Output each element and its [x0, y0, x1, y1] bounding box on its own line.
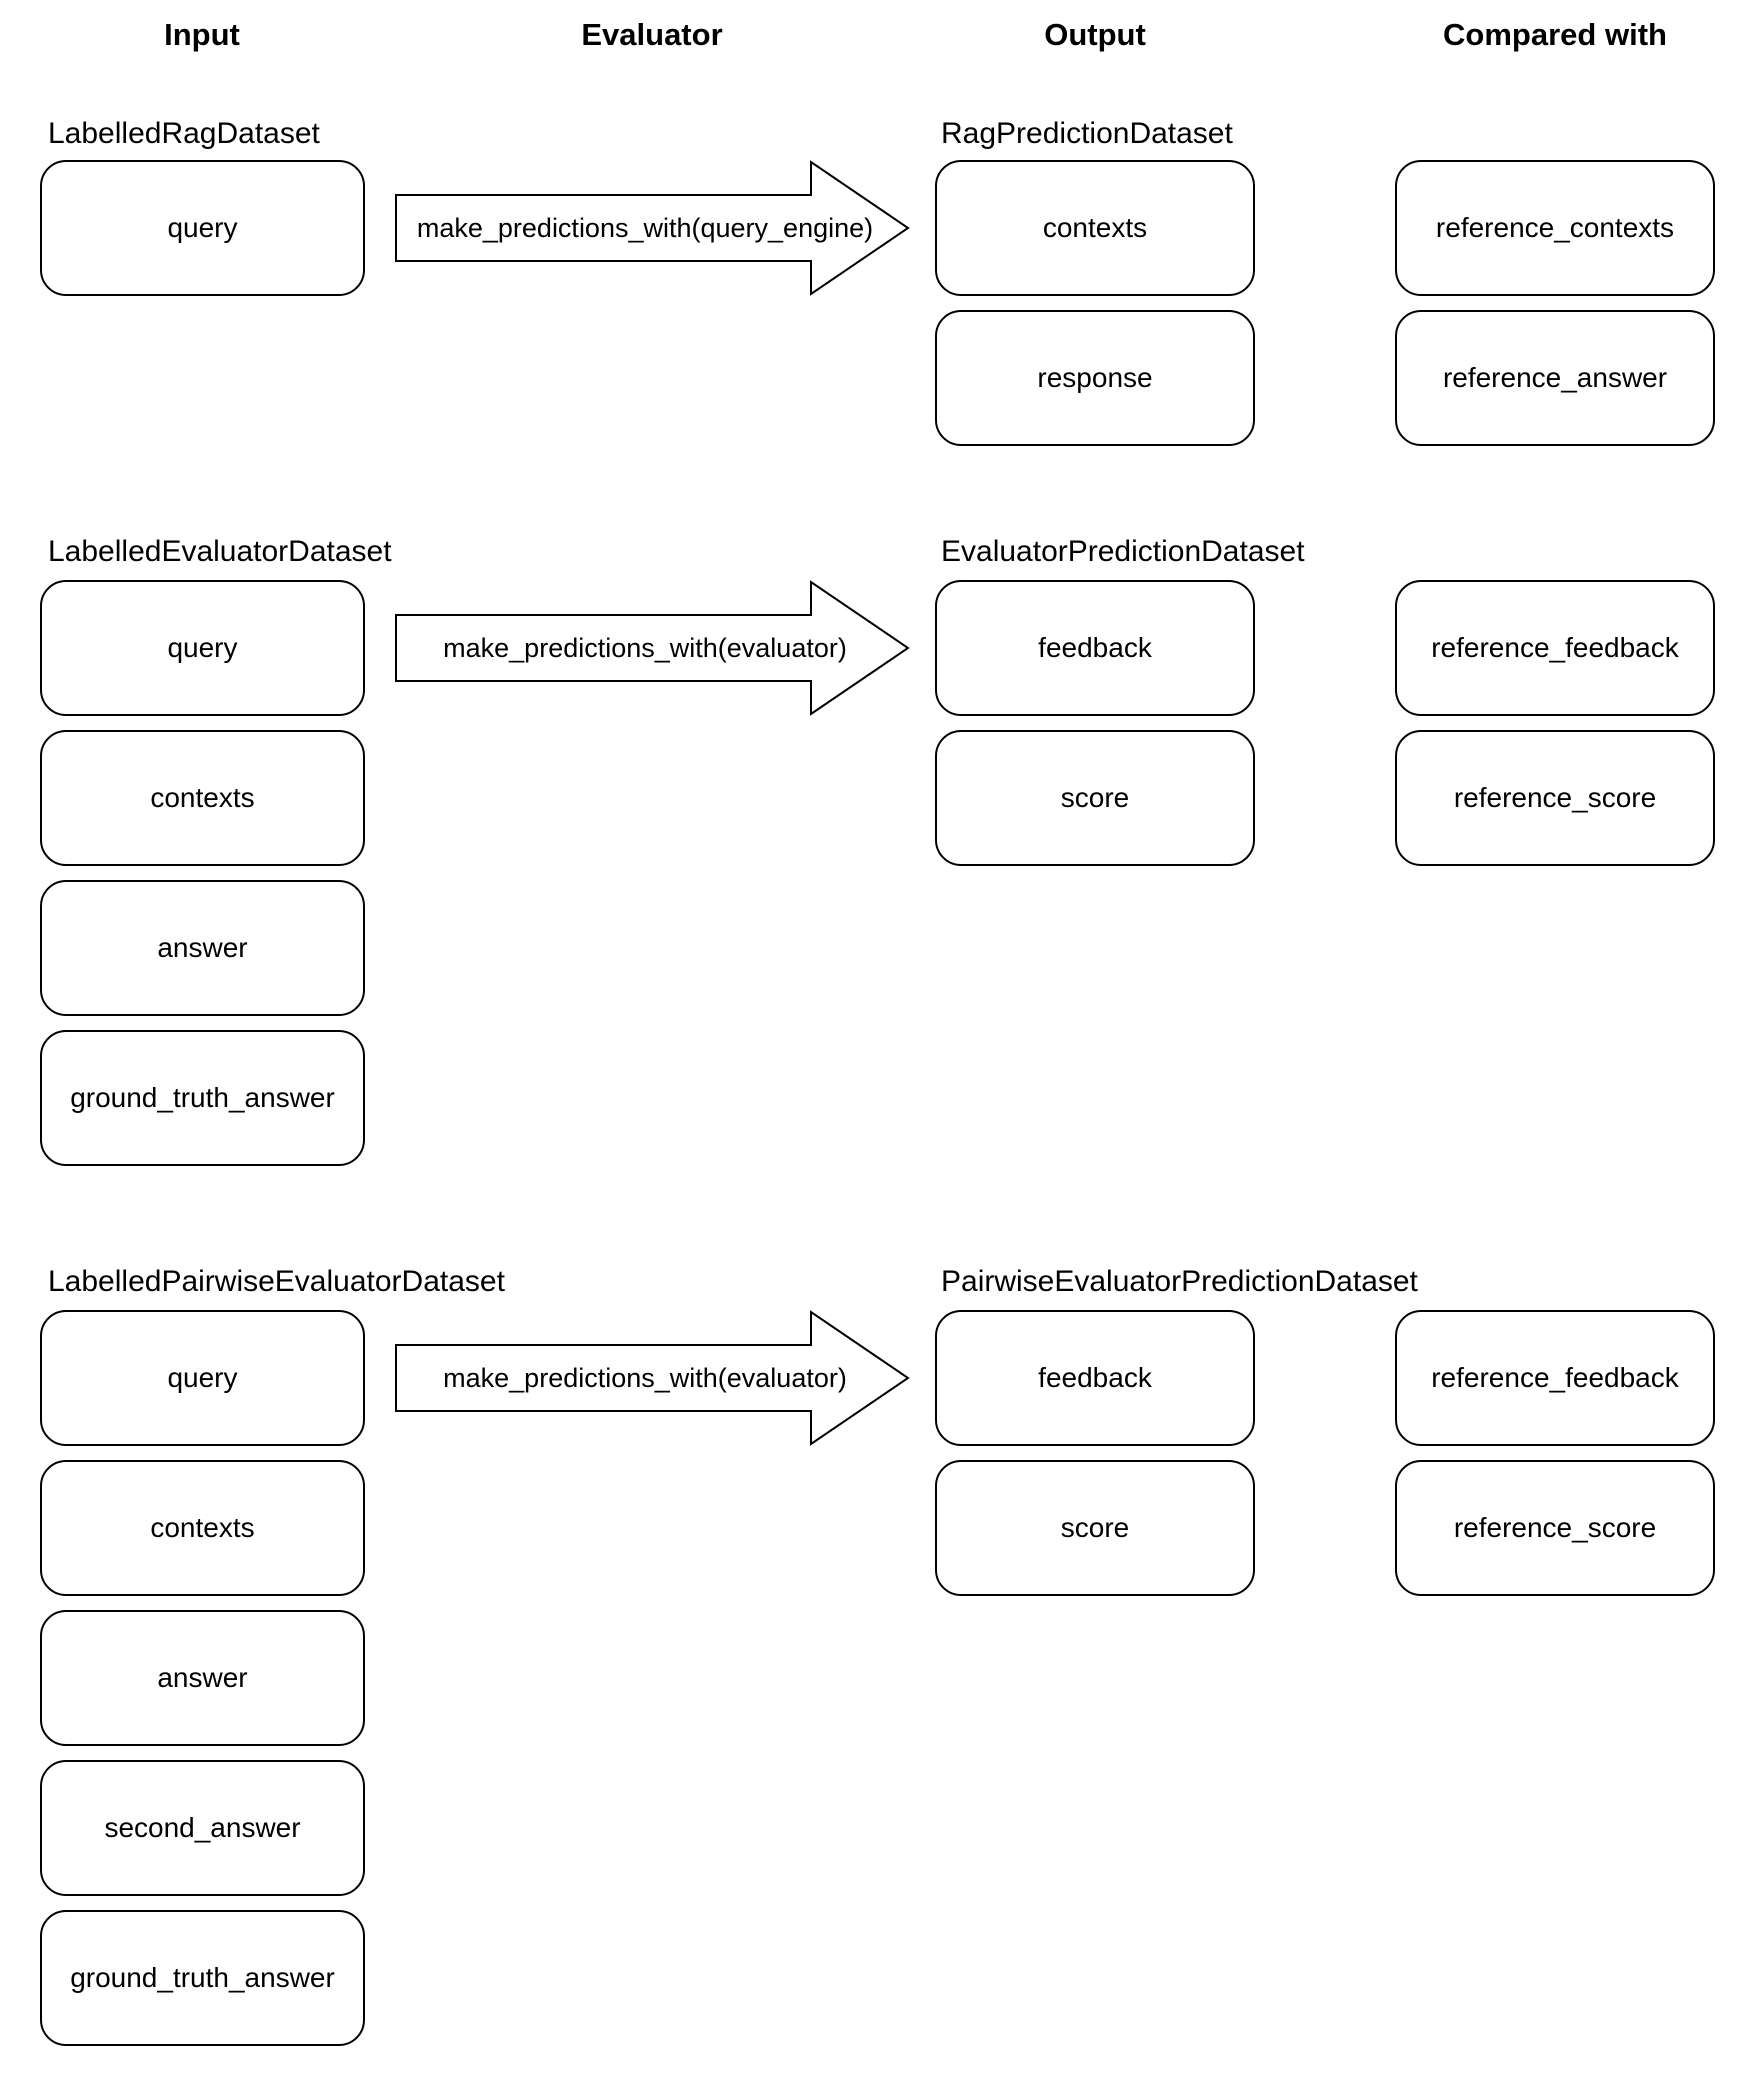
field-box-ground-truth-answer [40, 1910, 365, 2046]
field-box-answer [40, 880, 365, 1016]
field-box-query [40, 1310, 365, 1446]
field-box-reference-contexts [1395, 160, 1715, 296]
field-label: ground_truth_answer [70, 1962, 335, 1993]
field-box-score [935, 1460, 1255, 1596]
field-box-reference-answer [1395, 310, 1715, 446]
field-label: query [167, 1362, 238, 1393]
arrow-make-predictions-pairwise-evaluator [395, 1310, 910, 1446]
field-label: reference_score [1453, 782, 1657, 813]
column-header-evaluator: Evaluator [581, 17, 723, 52]
field-box-feedback [935, 1310, 1255, 1446]
field-label: answer [157, 1662, 248, 1693]
column-header-compared-with: Compared with [1443, 17, 1667, 52]
field-label: query [167, 212, 238, 243]
field-label: second_answer [104, 1812, 301, 1843]
field-label: answer [157, 932, 248, 963]
column-header-input: Input [164, 17, 240, 52]
field-box-feedback [935, 580, 1255, 716]
field-label: reference_feedback [1431, 1362, 1679, 1393]
field-box-reference-score [1395, 1460, 1715, 1596]
column-header-output: Output [1044, 17, 1146, 52]
field-label: reference_feedback [1431, 632, 1679, 663]
arrow-label: make_predictions_with(evaluator) [443, 1362, 847, 1393]
field-box-response [935, 310, 1255, 446]
field-label: feedback [1038, 1362, 1152, 1393]
field-label: reference_score [1453, 1512, 1657, 1543]
field-label: reference_contexts [1435, 212, 1675, 243]
field-label: ground_truth_answer [70, 1082, 335, 1113]
field-box-score [935, 730, 1255, 866]
field-label: feedback [1038, 632, 1152, 663]
field-box-contexts [40, 1460, 365, 1596]
field-box-contexts [935, 160, 1255, 296]
field-box-query [40, 580, 365, 716]
dataset-title-labelled-pairwise-evaluator-dataset: LabelledPairwiseEvaluatorDataset [48, 1265, 505, 1298]
field-label: contexts [150, 1512, 255, 1543]
field-label: contexts [150, 782, 255, 813]
field-label: contexts [1042, 212, 1148, 243]
arrow-label: make_predictions_with(evaluator) [443, 632, 847, 663]
field-box-answer [40, 1610, 365, 1746]
field-box-reference-feedback [1395, 580, 1715, 716]
field-box-reference-feedback [1395, 1310, 1715, 1446]
field-box-second-answer [40, 1760, 365, 1896]
dataset-title-evaluator-prediction-dataset: EvaluatorPredictionDataset [941, 535, 1305, 568]
field-label: reference_answer [1442, 362, 1668, 393]
dataset-title-pairwise-evaluator-prediction-dataset: PairwiseEvaluatorPredictionDataset [941, 1265, 1418, 1298]
field-box-contexts [40, 730, 365, 866]
dataset-title-labelled-rag-dataset: LabelledRagDataset [48, 117, 320, 150]
field-box-ground-truth-answer [40, 1030, 365, 1166]
field-box-query [40, 160, 365, 296]
dataset-title-labelled-evaluator-dataset: LabelledEvaluatorDataset [48, 535, 392, 568]
arrow-label: make_predictions_with(query_engine) [416, 212, 874, 243]
field-label: score [1060, 782, 1130, 813]
arrow-make-predictions-evaluator [395, 580, 910, 716]
field-label: query [167, 632, 238, 663]
arrow-make-predictions-rag [395, 160, 910, 296]
field-label: response [1037, 362, 1153, 393]
field-box-reference-score [1395, 730, 1715, 866]
field-label: score [1060, 1512, 1130, 1543]
dataset-title-rag-prediction-dataset: RagPredictionDataset [941, 117, 1233, 150]
